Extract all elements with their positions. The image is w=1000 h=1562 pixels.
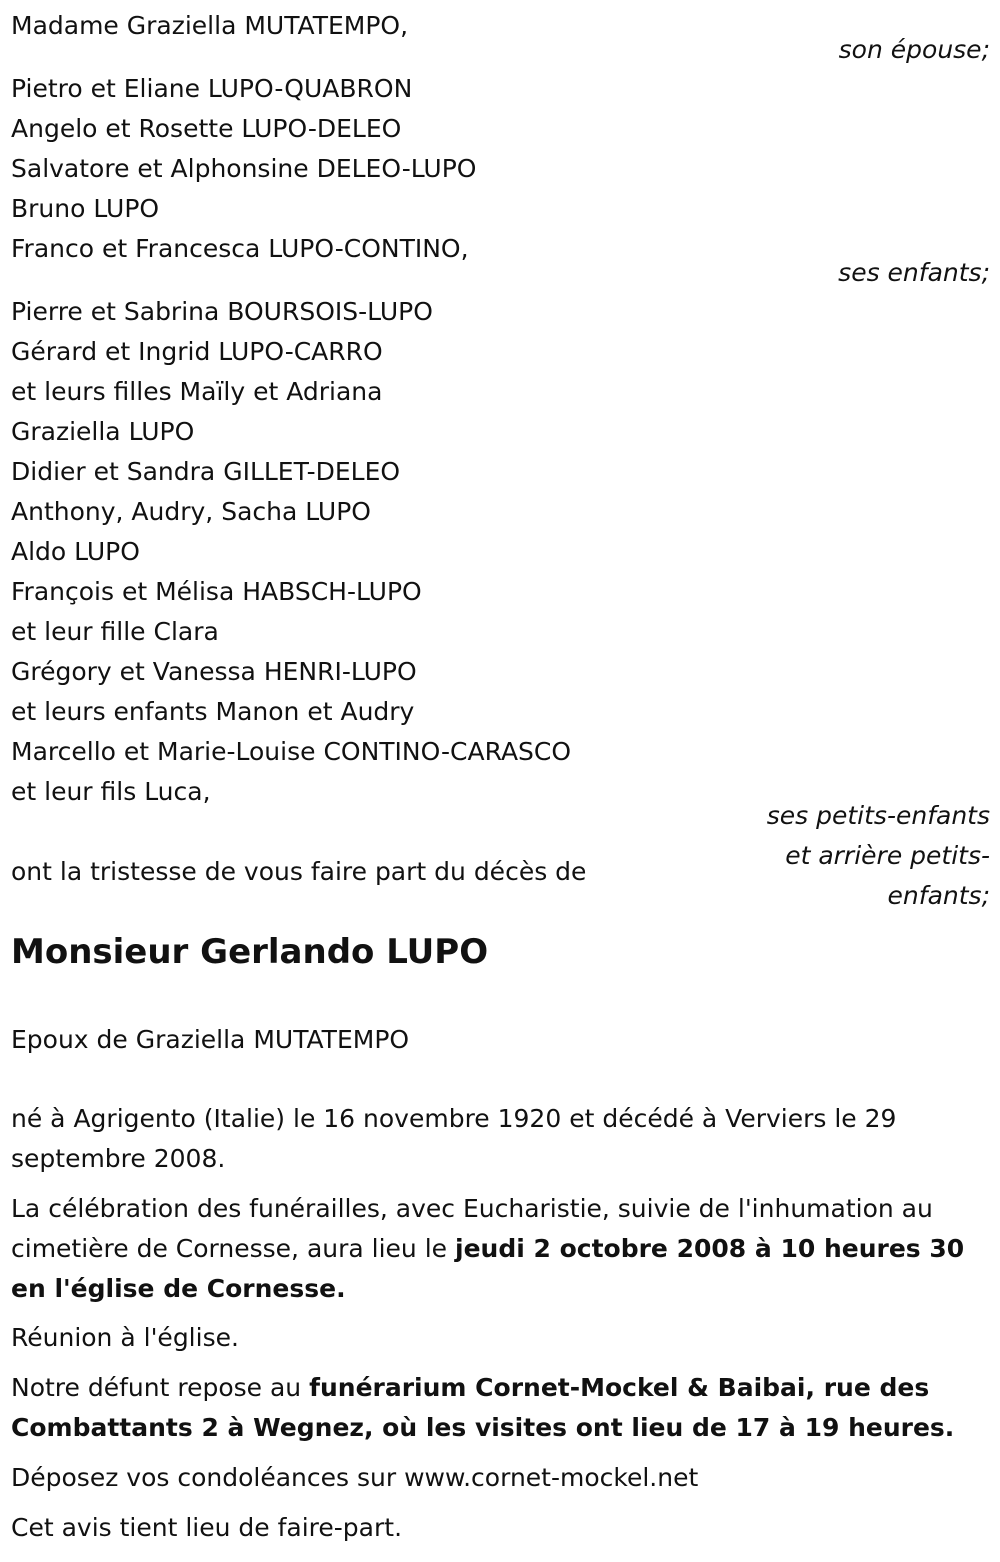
grandchildren-role-line: enfants; (887, 881, 990, 910)
spouse-name: Madame Graziella MUTATEMPO, (11, 11, 409, 40)
grandchildren-role-line: et arrière petits- (785, 841, 990, 870)
children-role: ses enfants; (838, 258, 990, 287)
grandchild-name: et leur fils Luca, (11, 777, 211, 806)
grandchild-name: Gérard et Ingrid LUPO-CARRO (11, 337, 383, 366)
grandchild-name: Anthony, Audry, Sacha LUPO (11, 497, 371, 526)
reunion-text: Réunion à l'église. (11, 1323, 239, 1352)
ceremony-date-location: jeudi 2 octobre 2008 à 10 heures 30 en l'église de Cornesse. (11, 1234, 965, 1303)
grandchild-name: François et Mélisa HABSCH-LUPO (11, 577, 422, 606)
grandchild-name: Aldo LUPO (11, 537, 140, 566)
grandchild-name: Pierre et Sabrina BOURSOIS-LUPO (11, 297, 433, 326)
announcement-text: ont la tristesse de vous faire part du décès de (11, 857, 587, 886)
child-name: Angelo et Rosette LUPO-DELEO (11, 114, 402, 143)
grandchild-name: Marcello et Marie-Louise CONTINO-CARASCO (11, 737, 572, 766)
grandchild-name: Grégory et Vanessa HENRI-LUPO (11, 657, 417, 686)
grandchildren-role-line: ses petits-enfants (766, 801, 990, 830)
condolences-text: Déposez vos condoléances sur www.cornet-mockel.net (11, 1463, 699, 1492)
grandchild-name: et leurs filles Maïly et Adriana (11, 377, 383, 406)
deceased-name: Monsieur Gerlando LUPO (11, 932, 489, 972)
child-name: Salvatore et Alphonsine DELEO-LUPO (11, 154, 477, 183)
rest-paragraph (11, 1368, 986, 1448)
rest-location: funérarium Cornet-Mockel & Baibai, rue des Combattants 2 à Wegnez, où les visites ont lieu de 17 à 19 heures. (11, 1373, 955, 1442)
grandchild-name: et leurs enfants Manon et Audry (11, 697, 415, 726)
child-name: Bruno LUPO (11, 194, 160, 223)
rest-text: Notre défunt repose au (11, 1373, 310, 1402)
child-name: Franco et Francesca LUPO-CONTINO, (11, 234, 469, 263)
ceremony-paragraph (11, 1189, 986, 1309)
spouse-role: son épouse; (838, 35, 990, 64)
child-name: Pietro et Eliane LUPO-QUABRON (11, 74, 413, 103)
birth-death-text: né à Agrigento (Italie) le 16 novembre 1920 et décédé à Verviers le 29 septembre 2008. (11, 1104, 897, 1173)
grandchild-name: Didier et Sandra GILLET-DELEO (11, 457, 401, 486)
grandchild-name: et leur fille Clara (11, 617, 219, 646)
relation-text: Epoux de Graziella MUTATEMPO (11, 1025, 410, 1054)
notice-text: Cet avis tient lieu de faire-part. (11, 1513, 403, 1542)
ceremony-text: La célébration des funérailles, avec Eucharistie, suivie de l'inhumation au cimetière de Cornesse, aura lieu le (11, 1194, 933, 1263)
grandchild-name: Graziella LUPO (11, 417, 195, 446)
